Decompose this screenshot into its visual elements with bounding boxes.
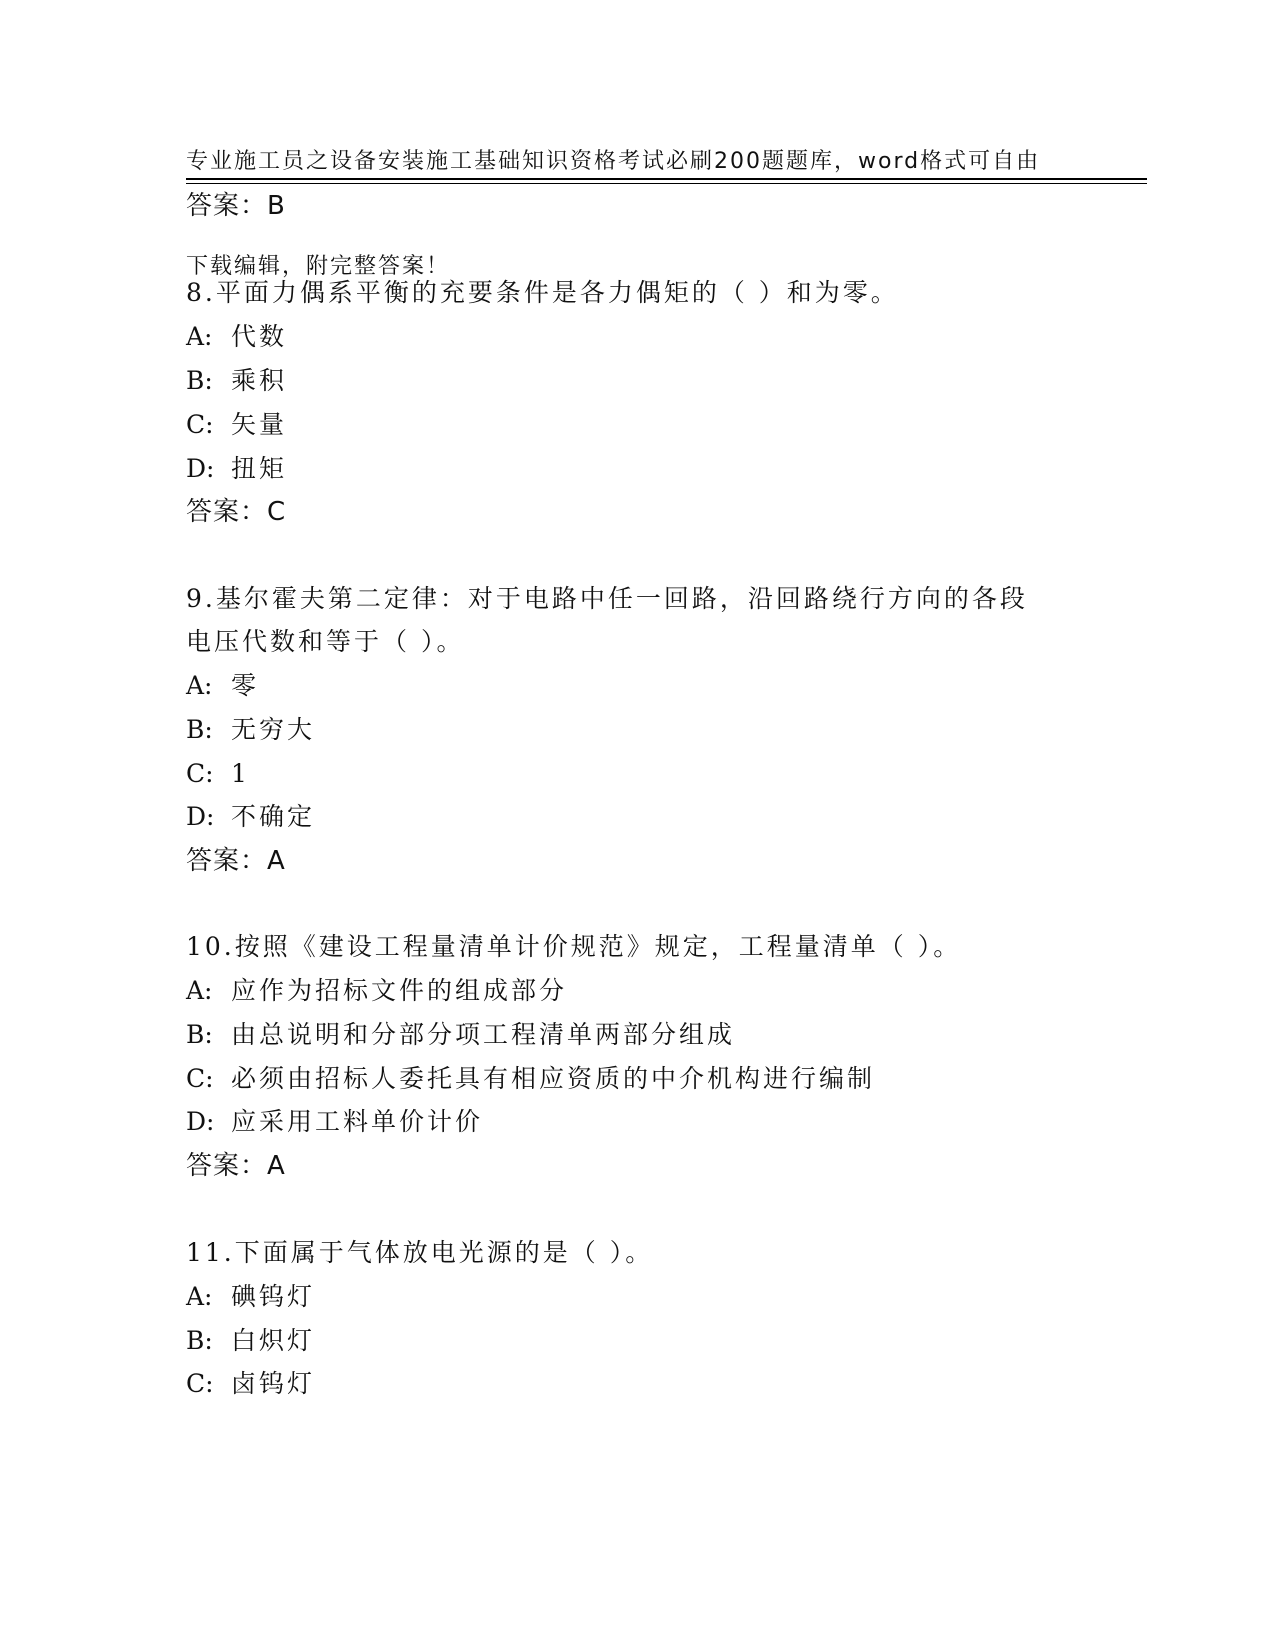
option-text: 无穷大	[231, 715, 316, 744]
question-9-option-b	[186, 715, 315, 745]
option-text: 白炽灯	[231, 1326, 316, 1355]
question-10-stem: 10.按照《建设工程量清单计价规范》规定，工程量清单（ ）。	[186, 932, 962, 961]
question-8-option-a	[186, 322, 287, 352]
question-10-option-b	[186, 1020, 735, 1050]
option-text: 扭矩	[231, 454, 288, 483]
question-8-option-b	[186, 366, 287, 396]
question-10-answer: 答案：A	[186, 1151, 286, 1181]
question-10-option-a	[186, 976, 567, 1006]
question-11-stem: 11.下面属于气体放电光源的是（ ）。	[186, 1238, 654, 1267]
option-text: 不确定	[231, 802, 316, 831]
document-header	[186, 74, 1086, 354]
question-9-option-c	[186, 759, 250, 789]
question-8-answer: 答案：C	[186, 497, 287, 527]
option-text: 乘积	[231, 366, 288, 395]
question-9-answer: 答案：A	[186, 846, 286, 876]
option-key: C:	[186, 410, 214, 439]
header-line-2: 下载编辑，附完整答案！	[186, 254, 451, 279]
option-text: 碘钨灯	[231, 1282, 316, 1311]
question-10-option-d	[186, 1107, 483, 1137]
option-key: D:	[186, 802, 215, 831]
option-text: 必须由招标人委托具有相应资质的中介机构进行编制	[231, 1064, 876, 1093]
question-9-option-a	[186, 671, 259, 701]
option-key: B:	[186, 366, 213, 395]
question-11-option-c	[186, 1369, 315, 1399]
header-line-1: 专业施工员之设备安装施工基础知识资格考试必刷200题题库，word格式可自由	[186, 149, 1041, 174]
question-9-stem-line-1: 9.基尔霍夫第二定律：对于电路中任一回路，沿回路绕行方向的各段	[186, 584, 1028, 613]
option-key: A:	[186, 671, 213, 700]
option-text: 卤钨灯	[231, 1369, 316, 1398]
option-text: 矢量	[231, 410, 288, 439]
question-8-option-d	[186, 454, 287, 484]
option-text: 应采用工料单价计价	[231, 1107, 484, 1136]
option-key: A:	[186, 322, 213, 351]
question-8-stem: 8.平面力偶系平衡的充要条件是各力偶矩的（ ）和为零。	[186, 278, 899, 307]
option-key: A:	[186, 976, 213, 1005]
question-9-option-d	[186, 802, 315, 832]
question-11-option-b	[186, 1326, 315, 1356]
option-key: D:	[186, 1107, 215, 1136]
question-10-option-c	[186, 1064, 875, 1094]
option-key: B:	[186, 1326, 213, 1355]
question-11-option-a	[186, 1282, 315, 1312]
previous-question-answer: 答案：B	[186, 191, 286, 221]
option-key: A:	[186, 1282, 213, 1311]
option-text: 代数	[231, 322, 288, 351]
option-text: 应作为招标文件的组成部分	[231, 976, 568, 1005]
option-key: B:	[186, 715, 213, 744]
option-key: C:	[186, 759, 214, 788]
header-divider-thick	[186, 178, 1147, 180]
option-text: 由总说明和分部分项工程清单两部分组成	[231, 1020, 736, 1049]
option-text: 零	[231, 671, 260, 700]
option-key: C:	[186, 1369, 214, 1398]
header-divider-thin	[186, 183, 1147, 184]
option-text: 1	[231, 759, 250, 788]
option-key: B:	[186, 1020, 213, 1049]
question-8-option-c	[186, 410, 287, 440]
option-key: C:	[186, 1064, 214, 1093]
option-key: D:	[186, 454, 215, 483]
question-9-stem-line-2: 电压代数和等于（ ）。	[186, 627, 465, 656]
